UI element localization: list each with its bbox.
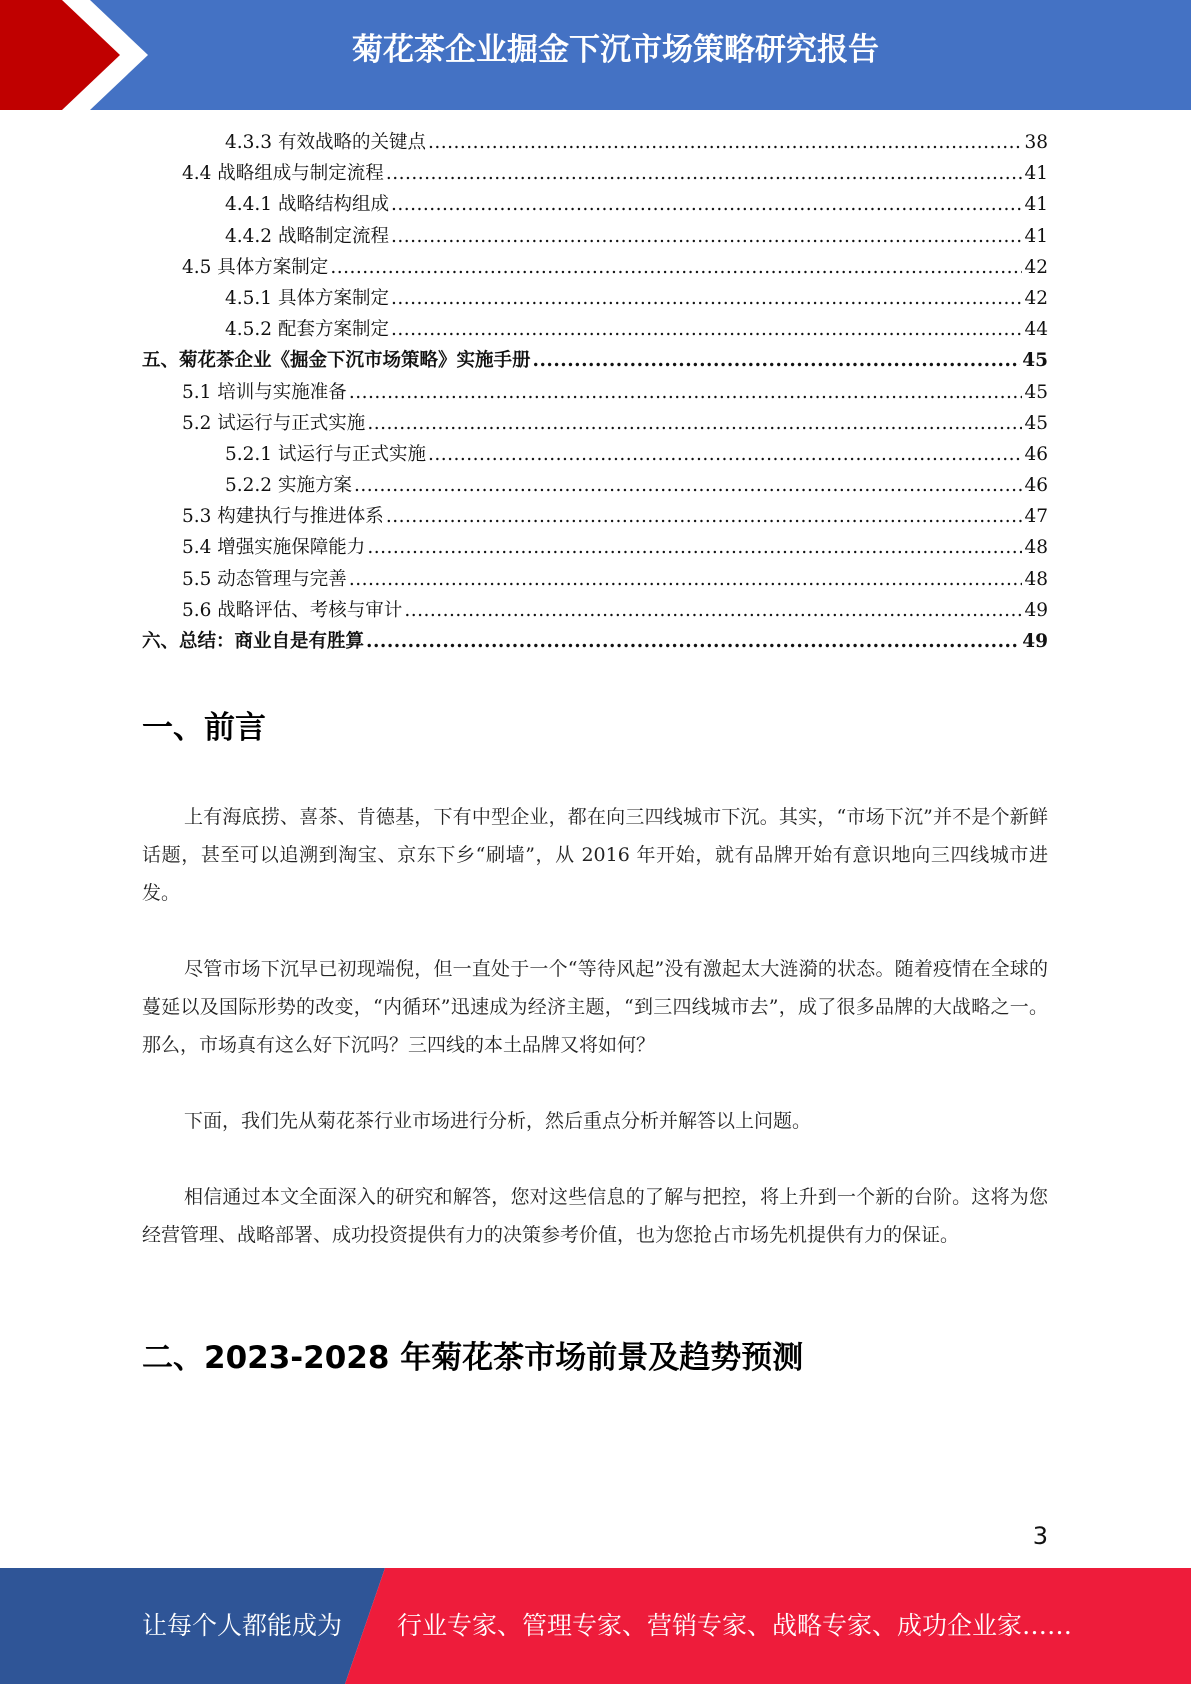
toc-entry-label: 4.5.2 配套方案制定 (225, 319, 389, 341)
toc-dot-leader (386, 506, 1023, 527)
toc-dot-leader (391, 319, 1022, 340)
toc-entry[interactable] (142, 378, 1048, 409)
toc-entry-label: 5.2.2 实施方案 (225, 475, 352, 497)
toc-entry[interactable] (142, 533, 1048, 564)
toc-entry-label: 5.2 试运行与正式实施 (182, 412, 366, 434)
toc-entry[interactable] (142, 565, 1048, 596)
toc-dot-leader (349, 569, 1023, 590)
toc-entry-page: 45 (1024, 412, 1048, 434)
toc-entry-page: 46 (1024, 443, 1048, 465)
toc-entry-label: 5.3 构建执行与推进体系 (182, 506, 384, 528)
page-footer (0, 1568, 1191, 1684)
toc-entry-page: 49 (1022, 631, 1048, 652)
toc-dot-leader (367, 537, 1022, 558)
toc-entry[interactable] (142, 128, 1048, 159)
toc-entry[interactable] (142, 190, 1048, 221)
toc-entry-label: 五、菊花茶企业《掘金下沉市场策略》实施手册 (142, 350, 531, 372)
toc-entry-page: 45 (1022, 350, 1048, 372)
footer-slogan-left: 让每个人都能成为 (142, 1611, 343, 1640)
toc-entry-label: 4.4.2 战略制定流程 (225, 225, 389, 247)
toc-entry[interactable] (142, 222, 1048, 253)
toc-dot-leader (391, 288, 1022, 309)
toc-dot-leader (386, 163, 1023, 184)
toc-dot-leader (404, 600, 1022, 621)
toc-dot-leader (391, 226, 1022, 247)
toc-entry-label: 4.5.1 具体方案制定 (225, 287, 389, 309)
toc-entry-page: 48 (1024, 568, 1048, 590)
toc-entry-page: 41 (1024, 163, 1048, 185)
toc-entry[interactable] (142, 440, 1048, 471)
toc-entry-page: 47 (1024, 506, 1048, 528)
toc-entry-page: 45 (1024, 381, 1048, 403)
toc-entry-page: 38 (1024, 132, 1048, 153)
toc-entry[interactable] (142, 627, 1048, 658)
toc-dot-leader (366, 631, 1020, 652)
toc-entry[interactable] (142, 159, 1048, 190)
toc-entry-page: 49 (1024, 599, 1048, 621)
document-title: 菊花茶企业掘金下沉市场策略研究报告 (352, 32, 879, 68)
preface-paragraph-2: 尽管市场下沉早已初现端倪，但一直处于一个“等待风起”没有激起太大涟漪的状态。随着疫情在全球的蔓延以及国际形势的改变，“内循环”迅速成为经济主题，“到三四线城市去”，成了很多品牌的大战略之一。那么，市场真有这么好下沉吗？三四线的本土品牌又将如何？ (142, 958, 1048, 1056)
toc-entry[interactable] (142, 284, 1048, 315)
toc-dot-leader (428, 132, 1022, 153)
toc-dot-leader (354, 475, 1023, 496)
page-header (0, 0, 1191, 110)
toc-dot-leader (533, 350, 1021, 371)
toc-entry-label: 4.5 具体方案制定 (182, 256, 329, 278)
toc-entry-page: 44 (1024, 319, 1048, 341)
toc-entry[interactable] (142, 471, 1048, 502)
toc-entry-label: 六、总结：商业自是有胜算 (142, 631, 365, 652)
toc-entry-label: 4.3.3 有效战略的关键点 (225, 132, 426, 153)
toc-entry-label: 5.4 增强实施保障能力 (182, 537, 366, 559)
toc-dot-leader (330, 257, 1022, 278)
page-number: 3 (1032, 1522, 1048, 1550)
toc-entry-label: 5.2.1 试运行与正式实施 (225, 443, 426, 465)
toc-entry[interactable] (142, 409, 1048, 440)
toc-entry-label: 4.4 战略组成与制定流程 (182, 163, 384, 185)
toc-entry[interactable] (142, 596, 1048, 627)
toc-entry-page: 42 (1024, 256, 1048, 278)
toc-entry[interactable] (142, 253, 1048, 284)
toc-entry-page: 41 (1024, 225, 1048, 247)
toc-entry-label: 5.1 培训与实施准备 (182, 381, 347, 403)
toc-entry[interactable] (142, 502, 1048, 533)
toc-dot-leader (391, 194, 1022, 215)
toc-dot-leader (428, 444, 1022, 465)
toc-entry-page: 42 (1024, 287, 1048, 309)
preface-paragraph-3: 下面，我们先从菊花茶行业市场进行分析，然后重点分析并解答以上问题。 (184, 1110, 812, 1132)
preface-paragraph-4: 相信通过本文全面深入的研究和解答，您对这些信息的了解与把控，将上升到一个新的台阶。这将为您经营管理、战略部署、成功投资提供有力的决策参考价值，也为您抢占市场先机提供有力的保证。 (142, 1186, 1048, 1246)
toc-entry-label: 4.4.1 战略结构组成 (225, 194, 389, 216)
toc-entry-label: 5.6 战略评估、考核与审计 (182, 599, 403, 621)
toc-entry-label: 5.5 动态管理与完善 (182, 568, 347, 590)
section-heading-preface: 一、前言 (142, 710, 266, 746)
toc-entry[interactable] (142, 346, 1048, 377)
toc-entry[interactable] (142, 315, 1048, 346)
toc-entry-page: 48 (1024, 537, 1048, 559)
footer-slogan-right: 行业专家、管理专家、营销专家、战略专家、成功企业家…… (397, 1611, 1073, 1640)
toc-entry-page: 46 (1024, 475, 1048, 497)
section-heading-forecast: 二、2023-2028 年菊花茶市场前景及趋势预测 (142, 1340, 804, 1376)
table-of-contents (142, 128, 1048, 658)
toc-entry-page: 41 (1024, 194, 1048, 216)
toc-dot-leader (349, 382, 1023, 403)
toc-dot-leader (367, 413, 1022, 434)
preface-paragraph-1: 上有海底捞、喜茶、肯德基，下有中型企业，都在向三四线城市下沉。其实，“市场下沉”并不是个新鲜话题，甚至可以追溯到淘宝、京东下乡“刷墙”，从 2016 年开始，就有品牌开始有意识地向三四线城市进发。 (142, 806, 1048, 904)
